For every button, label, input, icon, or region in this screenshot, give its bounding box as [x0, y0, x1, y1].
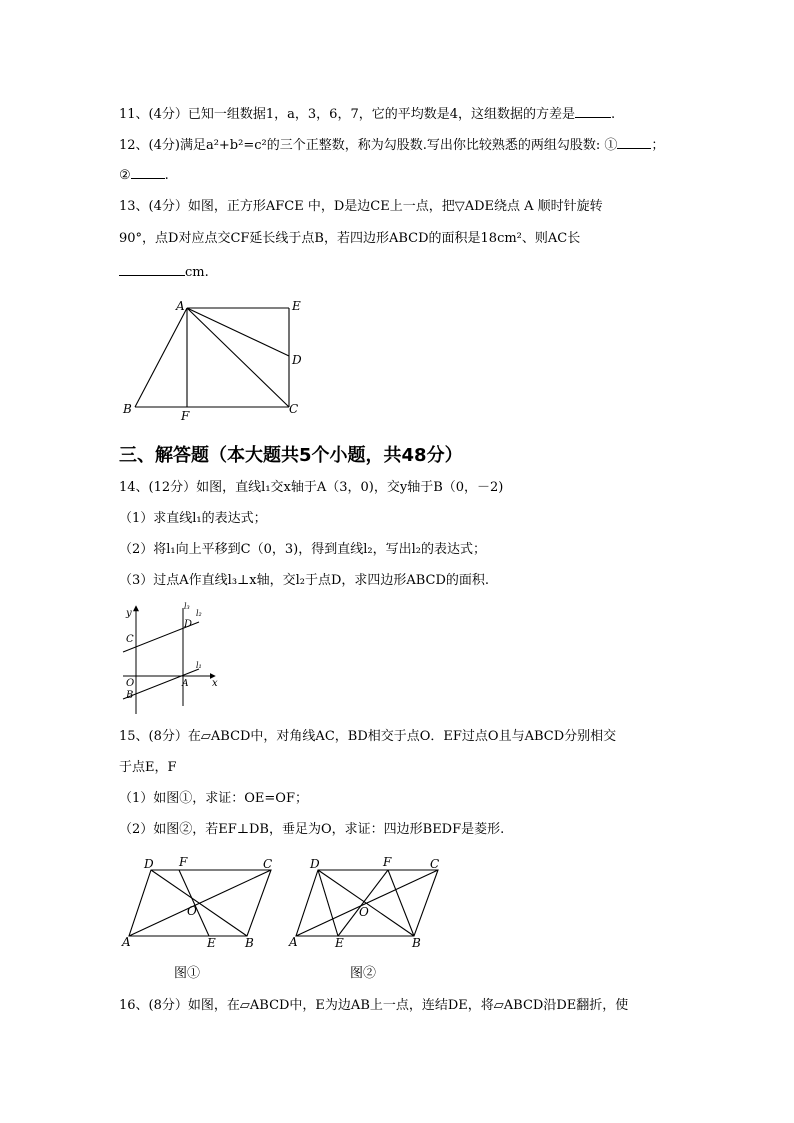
figure-caption-2: 图②: [350, 966, 377, 981]
label-f: F: [383, 855, 392, 869]
answer-blank: [119, 262, 185, 276]
question-13-line-2: 90°，点D对应点交CF延长线于点B，若四边形ABCD的面积是18cm²、则AC长: [119, 231, 581, 246]
label-d: D: [310, 857, 320, 871]
label-b: B: [245, 936, 254, 950]
section-heading: 三、解答题（本大题共5个小题，共48分）: [119, 445, 463, 466]
figure-15-parallelogram-1: [119, 850, 279, 950]
label-c: C: [263, 857, 273, 871]
label-e: E: [335, 936, 344, 950]
label-c: C: [289, 402, 299, 416]
label-e: E: [292, 299, 301, 313]
label-l2: l₂: [196, 609, 202, 618]
question-13-line-1: 13、(4分）如图，正方形AFCE 中，D是边CE上一点，把▽ADE绕点 A 顺时针旋转: [119, 199, 603, 214]
label-b: B: [123, 402, 132, 416]
label-f: F: [179, 855, 188, 869]
figure-caption-1: 图①: [174, 966, 201, 981]
answer-blank: [617, 135, 651, 149]
question-14-part-1: （1）求直线l₁的表达式；: [119, 511, 267, 526]
label-l3: l₃: [184, 602, 190, 611]
question-16-line-1: 16、(8分）如图，在▱ABCD中，E为边AB上一点，连结DE，将▱ABCD沿DE翻折，使: [119, 998, 629, 1013]
label-b: B: [126, 690, 134, 701]
question-14-part-3: （3）过点A作直线l₃⊥x轴，交l₂于点D，求四边形ABCD的面积.: [119, 573, 490, 588]
label-o: O: [187, 904, 197, 918]
label-c: C: [430, 857, 440, 871]
question-15-part-2: （2）如图②，若EF⊥DB，垂足为O，求证：四边形BEDF是菱形.: [119, 822, 505, 837]
figure-15-parallelogram-2: [286, 850, 446, 950]
question-14-stem: 14、(12分）如图，直线l₁交x轴于A（3，0)，交y轴于B（0，－2): [119, 480, 504, 495]
question-12: 12、(4分)满足a²+b²=c²的三个正整数，称为勾股数.写出你比较熟悉的两组勾股数: ① ；: [119, 135, 664, 155]
label-e: E: [207, 936, 216, 950]
label-d: D: [144, 857, 154, 871]
label-x-axis: x: [212, 678, 218, 689]
question-11: 11、(4分）已知一组数据1，a，3，6，7，它的平均数是4，这组数据的方差是 .: [119, 104, 615, 124]
answer-blank: [131, 165, 165, 179]
question-15-line-1: 15、(8分）在▱ABCD中，对角线AC，BD相交于点O．EF过点O且与ABCD分别相交: [119, 729, 617, 744]
question-12-continued: ② .: [119, 165, 169, 185]
label-d: D: [184, 619, 193, 630]
label-f: F: [181, 409, 190, 423]
label-o: O: [359, 905, 369, 919]
label-a: A: [176, 299, 185, 313]
figure-14-coordinate-plane: [119, 602, 229, 717]
question-14-part-2: （2）将l₁向上平移到C（0，3)，得到直线l₂，写出l₂的表达式；: [119, 542, 486, 557]
label-a: A: [289, 935, 298, 949]
question-15-line-2: 于点E，F: [119, 760, 177, 775]
question-12-text: 12、(4分)满足a²+b²=c²的三个正整数，称为勾股数.写出你比较熟悉的两组勾股数: ①: [119, 138, 618, 153]
label-b: B: [412, 936, 421, 950]
answer-blank: [575, 104, 611, 118]
question-11-text: 11、(4分）已知一组数据1，a，3，6，7，它的平均数是4，这组数据的方差是: [119, 107, 575, 122]
question-13-line-3: cm.: [119, 262, 209, 282]
label-a: A: [122, 935, 131, 949]
label-c: C: [126, 634, 134, 645]
label-l1: l₁: [196, 661, 202, 670]
question-15-part-1: （1）如图①，求证：OE=OF；: [119, 791, 308, 806]
figure-13-square-afce: [119, 296, 319, 426]
label-y-axis: y: [126, 608, 132, 619]
label-origin: O: [126, 678, 135, 689]
label-d: D: [292, 353, 302, 367]
label-a: A: [182, 679, 189, 689]
